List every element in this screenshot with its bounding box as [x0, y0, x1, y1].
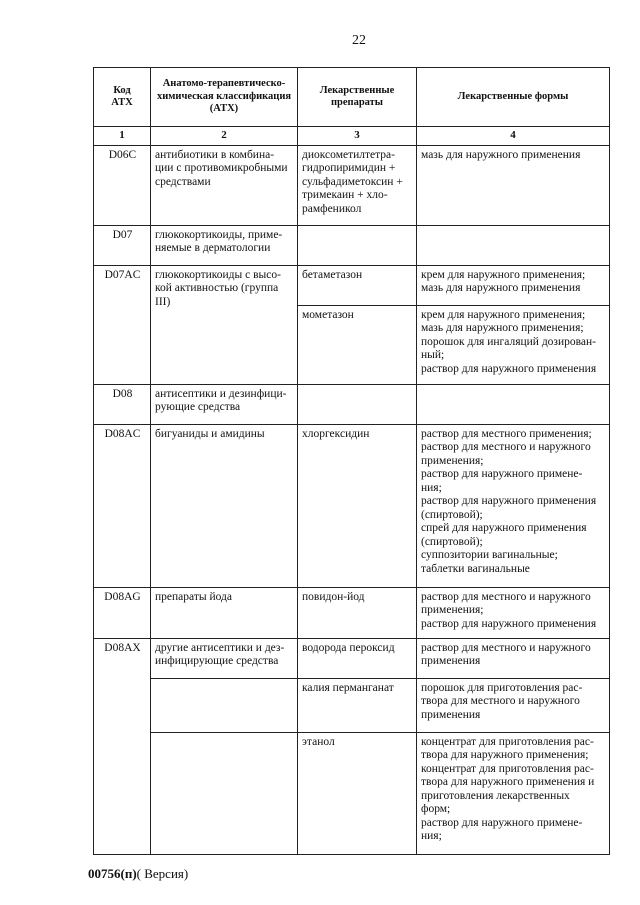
table-row	[94, 587, 610, 638]
table-row	[94, 145, 610, 225]
drug-cell: калия перманганат	[298, 678, 417, 732]
drug-cell	[298, 384, 417, 424]
atc-code-cell: D07AC	[94, 265, 151, 384]
atc-table	[93, 67, 610, 855]
table-row	[94, 384, 610, 424]
header-code: Код ATX	[94, 68, 151, 127]
atc-code-cell: D08AC	[94, 424, 151, 587]
column-number: 1	[94, 127, 151, 146]
drug-cell: повидон-йод	[298, 587, 417, 638]
header-dosage-forms: Лекарственные формы	[417, 68, 610, 127]
atc-classification-cell: глюкокортикоиды с высо- кой активностью (группа III)	[151, 265, 298, 384]
drug-cell	[298, 225, 417, 265]
drug-cell: хлоргексидин	[298, 424, 417, 587]
atc-code-cell: D08	[94, 384, 151, 424]
atc-code-cell: D06C	[94, 145, 151, 225]
dosage-forms-cell: крем для наружного применения; мазь для наружного применения	[417, 265, 610, 305]
table-row	[94, 265, 610, 305]
footer-version: ( Версия)	[136, 866, 189, 881]
table-row	[94, 732, 610, 854]
drug-cell: бетаметазон	[298, 265, 417, 305]
table-row	[94, 678, 610, 732]
dosage-forms-cell: мазь для наружного применения	[417, 145, 610, 225]
atc-classification-cell: бигуаниды и амидины	[151, 424, 298, 587]
dosage-forms-cell: крем для наружного применения; мазь для наружного применения; порошок для ингаляций дозирован- ный; раствор для наружного применения	[417, 305, 610, 384]
document-footer	[88, 866, 188, 882]
atc-code-cell: D08AX	[94, 638, 151, 854]
atc-classification-cell: другие антисептики и дез- инфицирующие средства	[151, 638, 298, 678]
drug-cell: мометазон	[298, 305, 417, 384]
table-row	[94, 225, 610, 265]
table-row	[94, 424, 610, 587]
atc-code-cell: D08AG	[94, 587, 151, 638]
header-drugs: Лекарственные препараты	[298, 68, 417, 127]
atc-classification-cell	[151, 678, 298, 732]
table-row	[94, 638, 610, 678]
atc-classification-cell: препараты йода	[151, 587, 298, 638]
dosage-forms-cell: раствор для местного применения; раствор для местного и наружного применения; раствор для наружного примене- ния; раствор для наружного применения (спиртовой); спрей для наружного применения (спиртовой); суппозитории вагинальные; таблетки вагинальные	[417, 424, 610, 587]
dosage-forms-cell: раствор для местного и наружного применения	[417, 638, 610, 678]
column-number: 3	[298, 127, 417, 146]
dosage-forms-cell: порошок для приготовления рас- твора для местного и наружного применения	[417, 678, 610, 732]
drug-cell: этанол	[298, 732, 417, 854]
dosage-forms-cell	[417, 384, 610, 424]
dosage-forms-cell: раствор для местного и наружного применения; раствор для наружного применения	[417, 587, 610, 638]
atc-classification-cell: глюкокортикоиды, приме- няемые в дерматологии	[151, 225, 298, 265]
dosage-forms-cell: концентрат для приготовления рас- твора для наружного применения; концентрат для приготовления рас- твора для наружного применения и приготовления лекарственных форм; раствор для наружного примене- ния;	[417, 732, 610, 854]
atc-classification-cell	[151, 732, 298, 854]
header-atc-classification: Анатомо-терапевтическо- химическая классификация (ATX)	[151, 68, 298, 127]
header-row	[94, 68, 610, 127]
drug-cell: водорода пероксид	[298, 638, 417, 678]
column-number: 4	[417, 127, 610, 146]
column-number: 2	[151, 127, 298, 146]
column-number-row	[94, 127, 610, 146]
atc-classification-cell: антибиотики в комбина- ции с противомикробными средствами	[151, 145, 298, 225]
page-number: 22	[352, 33, 366, 48]
atc-code-cell: D07	[94, 225, 151, 265]
dosage-forms-cell	[417, 225, 610, 265]
drug-cell: диоксометилтетра- гидропиримидин + сульфадиметоксин + тримекаин + хло- рамфеникол	[298, 145, 417, 225]
footer-code: 00756(п)	[88, 866, 137, 881]
atc-classification-cell: антисептики и дезинфици- рующие средства	[151, 384, 298, 424]
